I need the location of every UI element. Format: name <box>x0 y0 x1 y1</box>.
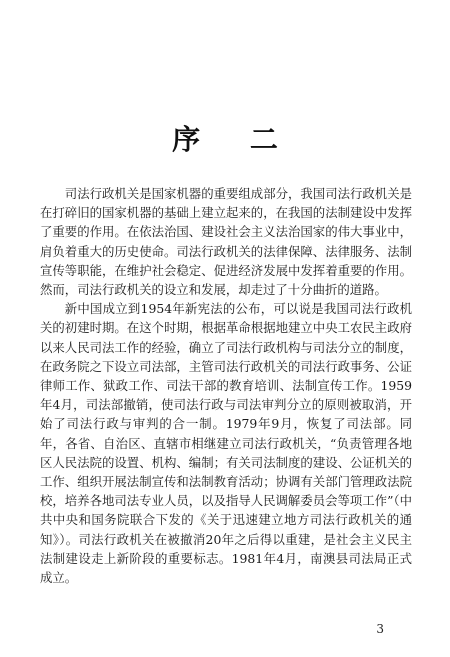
page-title: 序 二 <box>172 123 298 156</box>
page-number: 3 <box>376 622 384 636</box>
paragraph-1: 司法行政机关是国家机器的重要组成部分，我国司法行政机关是在打碎旧的国家机器的基础上建立起来的，在我国的法制建设中发挥了重要的作用。在依法治国、建设社会主义法治国家的伟大事业中，肩负着重大的历史使命。司法行政机关的法律保障、法律服务、法制宣传等职能，在维护社会稳定、促进经济发展中发挥着重要的作用。然而，司法行政机关的设立和发展，却走过了十分曲折的道路。 <box>40 186 412 298</box>
body-text <box>40 184 412 587</box>
paragraph-2: 新中国成立到1954年新宪法的公布，可以说是我国司法行政机关的初建时期。在这个时期，根据革命根据地建立中央工农民主政府以来人民司法工作的经验，确立了司法行政机构与司法分立的制度，在政务院之下设立司法部，主管司法行政机关的司法行政事务、公证律师工作、狱政工作、司法干部的教育培训、法制宣传工作。1959年4月，司法部撤销，使司法行政与司法审判分立的原则被取消，开始了司法行政与审判的合一制。1979年9月，恢复了司法部。同年，各省、自治区、直辖市相继建立司法行政机关，“负责管理各地区人民法院的设置、机构、编制；有关司法制度的建设、公证机关的工作、组织开展法制宣传和法制教育活动；协调有关部门管理政法院校，培养各地司法专业人员，以及指导人民调解委员会等项工作”（中共中央和国务院联合下发的《关于迅速建立地方司法行政机关的通知》）。司法行政机关在被撤消20年之后得以重建，是社会主义民主法制建设走上新阶段的重要标志。1981年4月，南澳县司法局正式成立。 <box>40 301 412 586</box>
